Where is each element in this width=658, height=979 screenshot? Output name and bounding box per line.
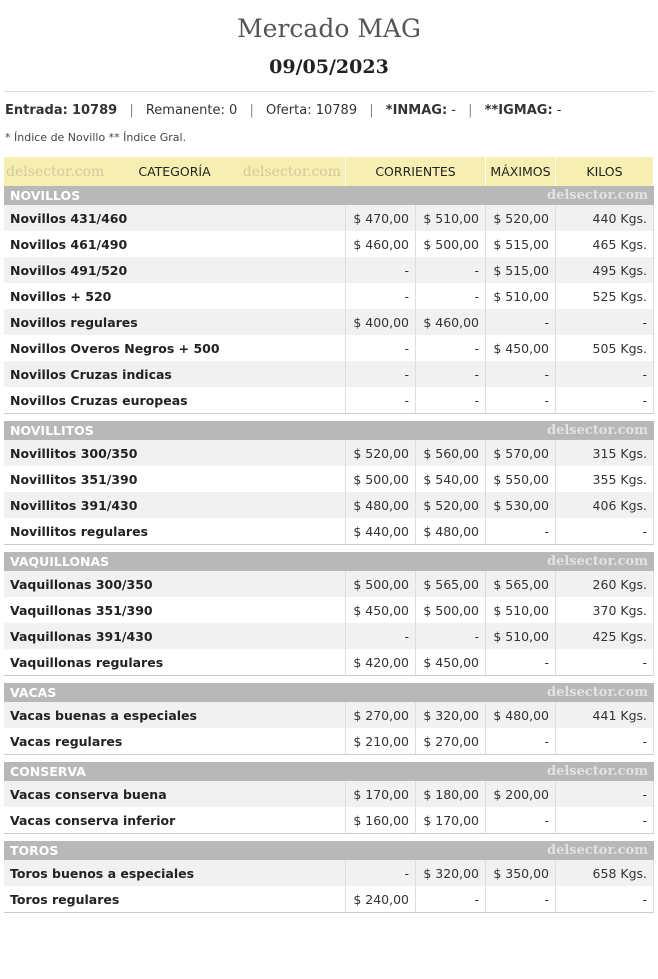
table-row: [4, 309, 654, 335]
kilos-cell: 465 Kgs.: [556, 231, 654, 257]
group-title: NOVILLOS: [10, 188, 81, 203]
corrientes-max-cell: -: [416, 283, 486, 309]
category-cell: Toros buenos a especiales: [4, 860, 346, 886]
index-footnote: * Índice de Novillo ** Índice Gral.: [5, 131, 187, 144]
corrientes-min-cell: $ 210,00: [346, 728, 416, 755]
watermark-logo: delsector.com: [6, 164, 105, 180]
corrientes-max-cell: -: [416, 335, 486, 361]
table-row: [4, 387, 654, 414]
group-header-row: [4, 552, 654, 571]
maximos-cell: $ 200,00: [486, 781, 556, 807]
category-cell: Novillitos 391/430: [4, 492, 346, 518]
maximos-cell: -: [486, 361, 556, 387]
kilos-cell: 505 Kgs.: [556, 335, 654, 361]
corrientes-max-cell: $ 320,00: [416, 702, 486, 728]
corrientes-min-cell: -: [346, 860, 416, 886]
corrientes-min-cell: -: [346, 283, 416, 309]
table-row: [4, 860, 654, 886]
category-cell: Novillos Overos Negros + 500: [4, 335, 346, 361]
corrientes-min-cell: $ 160,00: [346, 807, 416, 834]
entrada-label: Entrada:: [5, 103, 68, 118]
corrientes-min-cell: -: [346, 387, 416, 414]
group-title: VAQUILLONAS: [10, 554, 110, 569]
maximos-cell: -: [486, 518, 556, 545]
table-row: [4, 781, 654, 807]
corrientes-max-cell: $ 460,00: [416, 309, 486, 335]
table-row: [4, 623, 654, 649]
group-spacer: [4, 755, 654, 762]
group-title: VACAS: [10, 685, 57, 700]
corrientes-min-cell: $ 460,00: [346, 231, 416, 257]
corrientes-min-cell: -: [346, 335, 416, 361]
table-row: [4, 440, 654, 466]
table-row: [4, 728, 654, 755]
oferta-label: Oferta:: [265, 103, 312, 118]
corrientes-max-cell: $ 320,00: [416, 860, 486, 886]
corrientes-max-cell: $ 180,00: [416, 781, 486, 807]
group-spacer: [4, 676, 654, 683]
corrientes-max-cell: -: [416, 257, 486, 283]
corrientes-min-cell: -: [346, 361, 416, 387]
prices-table: [4, 157, 654, 913]
watermark-logo: delsector.com: [546, 554, 648, 569]
maximos-cell: $ 510,00: [486, 283, 556, 309]
kilos-cell: 658 Kgs.: [556, 860, 654, 886]
table-row: [4, 649, 654, 676]
kilos-cell: 441 Kgs.: [556, 702, 654, 728]
corrientes-max-cell: -: [416, 623, 486, 649]
group-header-row: [4, 762, 654, 781]
kilos-cell: 440 Kgs.: [556, 205, 654, 231]
corrientes-min-cell: $ 420,00: [346, 649, 416, 676]
kilos-cell: 370 Kgs.: [556, 597, 654, 623]
group-header-row: [4, 421, 654, 440]
table-row: [4, 807, 654, 834]
category-cell: Novillos regulares: [4, 309, 346, 335]
table-header-row: [4, 157, 654, 186]
category-cell: Novillitos regulares: [4, 518, 346, 545]
group-title: TOROS: [10, 843, 59, 858]
column-header-corrientes: CORRIENTES: [346, 157, 486, 186]
table-row: [4, 492, 654, 518]
maximos-cell: $ 520,00: [486, 205, 556, 231]
table-row: [4, 257, 654, 283]
corrientes-max-cell: $ 500,00: [416, 231, 486, 257]
kilos-cell: -: [556, 361, 654, 387]
group-title: NOVILLITOS: [10, 423, 94, 438]
oferta-value: 10789: [315, 103, 358, 118]
corrientes-max-cell: -: [416, 361, 486, 387]
watermark-logo: delsector.com: [546, 764, 648, 779]
corrientes-max-cell: $ 480,00: [416, 518, 486, 545]
table-row: [4, 283, 654, 309]
group-header-row: [4, 841, 654, 860]
category-cell: Novillitos 351/390: [4, 466, 346, 492]
column-header-maximos: MÁXIMOS: [486, 157, 556, 186]
market-date: 09/05/2023: [269, 56, 389, 78]
table-row: [4, 335, 654, 361]
maximos-cell: $ 565,00: [486, 571, 556, 597]
maximos-cell: -: [486, 807, 556, 834]
watermark-logo: delsector.com: [546, 423, 648, 438]
group-header-row: [4, 186, 654, 205]
table-row: [4, 205, 654, 231]
kilos-cell: -: [556, 781, 654, 807]
group-title: CONSERVA: [10, 764, 86, 779]
kilos-cell: 425 Kgs.: [556, 623, 654, 649]
category-cell: Vacas buenas a especiales: [4, 702, 346, 728]
kilos-cell: 355 Kgs.: [556, 466, 654, 492]
watermark-logo: delsector.com: [546, 843, 648, 858]
header-divider: [4, 91, 654, 92]
watermark-logo: delsector.com: [242, 164, 341, 180]
corrientes-min-cell: -: [346, 257, 416, 283]
kilos-cell: -: [556, 649, 654, 676]
corrientes-max-cell: $ 270,00: [416, 728, 486, 755]
category-cell: Vacas conserva inferior: [4, 807, 346, 834]
table-row: [4, 466, 654, 492]
group-spacer: [4, 414, 654, 421]
table-row: [4, 231, 654, 257]
category-cell: Vaquillonas 300/350: [4, 571, 346, 597]
maximos-cell: $ 515,00: [486, 231, 556, 257]
inmag-value: -: [451, 103, 456, 118]
remanente-value: 0: [229, 103, 238, 118]
category-cell: Vaquillonas regulares: [4, 649, 346, 676]
corrientes-max-cell: -: [416, 886, 486, 913]
maximos-cell: $ 450,00: [486, 335, 556, 361]
category-cell: Vaquillonas 351/390: [4, 597, 346, 623]
column-header-kilos: KILOS: [556, 157, 654, 186]
table-row: [4, 361, 654, 387]
group-spacer: [4, 834, 654, 841]
corrientes-min-cell: $ 480,00: [346, 492, 416, 518]
kilos-cell: 495 Kgs.: [556, 257, 654, 283]
maximos-cell: $ 550,00: [486, 466, 556, 492]
corrientes-min-cell: $ 240,00: [346, 886, 416, 913]
corrientes-min-cell: $ 400,00: [346, 309, 416, 335]
maximos-cell: -: [486, 886, 556, 913]
stats-separator: |: [369, 103, 374, 118]
corrientes-max-cell: $ 560,00: [416, 440, 486, 466]
corrientes-max-cell: $ 565,00: [416, 571, 486, 597]
category-cell: Novillos 491/520: [4, 257, 346, 283]
kilos-cell: -: [556, 886, 654, 913]
category-cell: Novillitos 300/350: [4, 440, 346, 466]
igmag-label: **IGMAG:: [484, 103, 553, 118]
category-cell: Novillos Cruzas europeas: [4, 387, 346, 414]
corrientes-min-cell: $ 440,00: [346, 518, 416, 545]
corrientes-min-cell: $ 470,00: [346, 205, 416, 231]
table-row: [4, 886, 654, 913]
maximos-cell: $ 480,00: [486, 702, 556, 728]
entrada-value: 10789: [71, 103, 118, 118]
market-stats: [5, 103, 562, 118]
corrientes-min-cell: $ 270,00: [346, 702, 416, 728]
maximos-cell: $ 510,00: [486, 623, 556, 649]
category-cell: Vaquillonas 391/430: [4, 623, 346, 649]
category-cell: Vacas conserva buena: [4, 781, 346, 807]
corrientes-max-cell: $ 450,00: [416, 649, 486, 676]
kilos-cell: -: [556, 387, 654, 414]
watermark-logo: delsector.com: [546, 188, 648, 203]
kilos-cell: 525 Kgs.: [556, 283, 654, 309]
category-cell: Novillos Cruzas indicas: [4, 361, 346, 387]
maximos-cell: $ 530,00: [486, 492, 556, 518]
maximos-cell: -: [486, 728, 556, 755]
corrientes-min-cell: -: [346, 623, 416, 649]
corrientes-min-cell: $ 450,00: [346, 597, 416, 623]
table-row: [4, 571, 654, 597]
category-cell: Novillos 431/460: [4, 205, 346, 231]
group-spacer: [4, 545, 654, 552]
maximos-cell: -: [486, 649, 556, 676]
stats-separator: |: [468, 103, 473, 118]
table-row: [4, 518, 654, 545]
corrientes-min-cell: $ 500,00: [346, 466, 416, 492]
corrientes-min-cell: $ 170,00: [346, 781, 416, 807]
kilos-cell: -: [556, 807, 654, 834]
category-cell: Vacas regulares: [4, 728, 346, 755]
watermark-logo: delsector.com: [546, 685, 648, 700]
category-cell: Toros regulares: [4, 886, 346, 913]
igmag-value: -: [556, 103, 562, 118]
kilos-cell: -: [556, 309, 654, 335]
kilos-cell: -: [556, 728, 654, 755]
corrientes-min-cell: $ 500,00: [346, 571, 416, 597]
corrientes-max-cell: $ 510,00: [416, 205, 486, 231]
maximos-cell: $ 515,00: [486, 257, 556, 283]
maximos-cell: -: [486, 387, 556, 414]
maximos-cell: -: [486, 309, 556, 335]
page-title: Mercado MAG: [237, 14, 421, 43]
stats-separator: |: [129, 103, 134, 118]
corrientes-max-cell: $ 540,00: [416, 466, 486, 492]
table-row: [4, 597, 654, 623]
kilos-cell: 260 Kgs.: [556, 571, 654, 597]
remanente-label: Remanente:: [145, 103, 225, 118]
kilos-cell: -: [556, 518, 654, 545]
corrientes-max-cell: -: [416, 387, 486, 414]
kilos-cell: 406 Kgs.: [556, 492, 654, 518]
corrientes-max-cell: $ 170,00: [416, 807, 486, 834]
category-cell: Novillos + 520: [4, 283, 346, 309]
stats-separator: |: [249, 103, 254, 118]
maximos-cell: $ 510,00: [486, 597, 556, 623]
group-header-row: [4, 683, 654, 702]
column-header-category: delsector.com delsector.com CATEGORÍA: [4, 157, 346, 186]
maximos-cell: $ 570,00: [486, 440, 556, 466]
maximos-cell: $ 350,00: [486, 860, 556, 886]
corrientes-min-cell: $ 520,00: [346, 440, 416, 466]
category-cell: Novillos 461/490: [4, 231, 346, 257]
corrientes-max-cell: $ 500,00: [416, 597, 486, 623]
corrientes-max-cell: $ 520,00: [416, 492, 486, 518]
inmag-label: *INMAG:: [385, 103, 448, 118]
kilos-cell: 315 Kgs.: [556, 440, 654, 466]
table-row: [4, 702, 654, 728]
